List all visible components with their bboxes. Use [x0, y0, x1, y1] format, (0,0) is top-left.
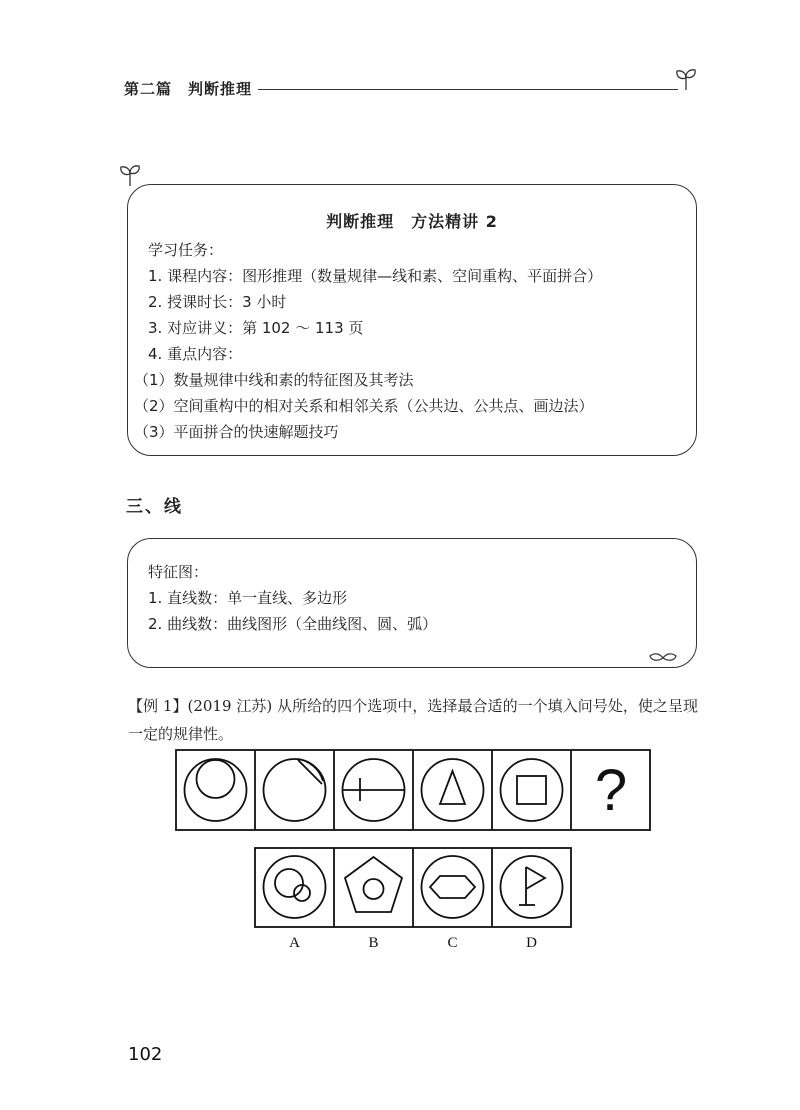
page-number: 102	[128, 1044, 163, 1065]
feature-line: 1. 直线数：单一直线、多边形	[148, 589, 348, 607]
question-figure-4	[422, 759, 484, 821]
section-title: 三、线	[126, 497, 183, 517]
option-label: A	[289, 935, 300, 951]
example-question: 【例 1】(2019 江苏) 从所给的四个选项中，选择最合适的一个填入问号处，使之呈现一定的规律性。	[128, 697, 698, 743]
option-figure-b	[345, 857, 402, 912]
task-line: （1）数量规律中线和素的特征图及其考法	[134, 371, 414, 389]
feature-line: 2. 曲线数：曲线图形（全曲线图、圆、弧）	[148, 615, 438, 633]
question-figure-5	[501, 759, 563, 821]
lesson-title: 判断推理 方法精讲 2	[326, 212, 498, 231]
question-figure-2	[264, 759, 326, 821]
option-figure-c	[422, 856, 484, 918]
option-figure-d	[501, 856, 563, 918]
question-figure-1	[185, 759, 247, 821]
task-line: 3. 对应讲义：第 102 ～ 113 页	[148, 319, 364, 337]
option-figure-a	[264, 856, 326, 918]
option-label: B	[368, 935, 379, 951]
task-line: 1. 课程内容：图形推理（数量规律—线和素、空间重构、平面拼合）	[148, 267, 603, 285]
task-label: 学习任务：	[148, 241, 224, 259]
option-label: C	[447, 935, 458, 951]
task-line: （2）空间重构中的相对关系和相邻关系（公共边、公共点、画边法）	[134, 397, 594, 415]
task-line: （3）平面拼合的快速解题技巧	[134, 423, 339, 441]
question-mark: ?	[594, 758, 628, 823]
feature-label: 特征图：	[148, 563, 209, 581]
chapter-header: 第二篇 判断推理	[124, 80, 253, 98]
task-line: 4. 重点内容：	[148, 345, 243, 363]
question-figure-3	[343, 759, 405, 821]
option-label: D	[526, 935, 537, 951]
task-line: 2. 授课时长：3 小时	[148, 293, 287, 311]
